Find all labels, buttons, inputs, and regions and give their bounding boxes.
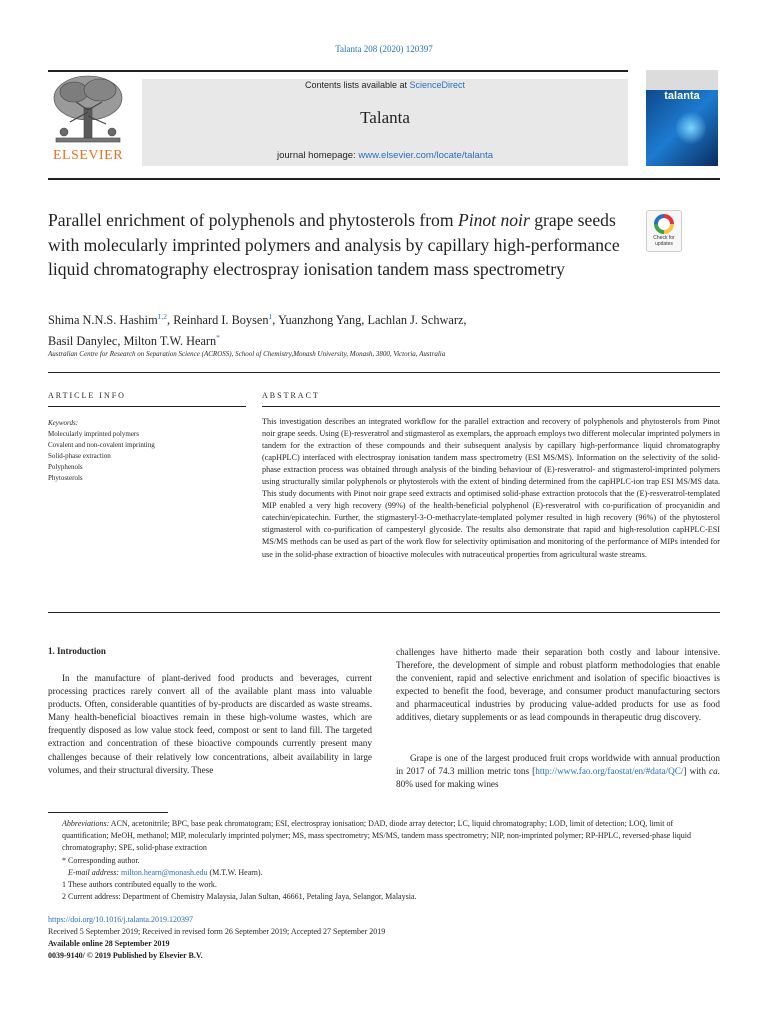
article-title	[48, 208, 644, 282]
author-affil-ref[interactable]: 1,2	[157, 312, 168, 321]
masthead-rule	[48, 178, 720, 180]
intro-paragraph-1-continued: challenges have hitherto made their separation both costly and labour intensive. Therefore, the development of simple and robust platform methodologies that enable the convenient, rapid and selective enrichment and isolation of specific bioactives is expected to benefit the food, beverage, and consumer product manufacturing sectors and pharmaceutical industries by producing value-added products for use as food additives, dietary supplements or as lead compounds in therapeutic drug discovery.	[396, 647, 720, 723]
copyright: 0039-9140/ © 2019 Published by Elsevier B.V.	[48, 951, 203, 960]
title-part-1: Parallel enrichment of polyphenols and phytosterols from	[48, 210, 458, 230]
footnote-rule	[48, 812, 168, 813]
email-suffix: (M.T.W. Hearn).	[207, 867, 263, 877]
crossmark-icon-center	[658, 218, 670, 230]
article-footer	[48, 914, 720, 962]
header-rule	[48, 70, 628, 72]
keyword-item: Solid-phase extraction	[48, 452, 111, 460]
available-online: Available online 28 September 2019	[48, 939, 170, 948]
title-italic: Pinot noir	[457, 210, 530, 230]
homepage-link[interactable]: www.elsevier.com/locate/talanta	[358, 150, 493, 161]
homepage-prefix: journal homepage:	[277, 150, 359, 161]
journal-homepage	[142, 150, 628, 161]
intro-paragraph-2	[396, 752, 720, 791]
journal-name: Talanta	[360, 108, 410, 127]
author-separator: ,	[117, 334, 124, 349]
corresponding-author-mark[interactable]: *	[216, 333, 220, 343]
email-label: E-mail address:	[68, 867, 120, 877]
keyword-item: Covalent and non-covalent imprinting	[48, 441, 155, 449]
author-name[interactable]: Reinhard I. Boysen	[173, 313, 269, 328]
keyword-item: Polyphenols	[48, 463, 83, 471]
intro-p2-italic: ca.	[709, 766, 720, 777]
author-list	[48, 308, 648, 350]
cover-title: talanta	[664, 90, 700, 102]
article-info-rule	[48, 372, 720, 373]
doi-link[interactable]: https://doi.org/10.1016/j.talanta.2019.120397	[48, 915, 193, 924]
title-part-2: grape seeds with molecularly imprinted polymers and analysis by capillary high-performance liquid chromatography electrospray ionisation tandem mass spectrometry	[48, 210, 620, 279]
journal-cover-thumbnail[interactable]	[646, 70, 718, 166]
contents-line	[142, 80, 628, 90]
footnote-2: 2 Current address: Department of Chemistry Malaysia, Jalan Sultan, 46661, Petaling Jaya, Selangor, Malaysia.	[62, 892, 417, 902]
intro-p2-text: ] with	[683, 766, 710, 777]
email-note	[48, 867, 720, 879]
author-email-link[interactable]: milton.hearn@monash.edu	[121, 867, 208, 877]
fao-link[interactable]: http://www.fao.org/faostat/en/#data/QC/	[535, 766, 684, 777]
sciencedirect-link[interactable]: ScienceDirect	[409, 80, 466, 90]
received-dates: Received 5 September 2019; Received in revised form 26 September 2019; Accepted 27 September 2019	[48, 927, 386, 936]
cover-header-strip	[646, 70, 718, 90]
keywords-block	[48, 418, 248, 484]
corresponding-note: * Corresponding author.	[62, 855, 140, 865]
intro-p2-text: Grape is one of the largest produced fruit crops worldwide with annual production in 2017 of 74.3 million metric tons [	[396, 753, 720, 777]
abbreviations-label: Abbreviations:	[62, 819, 110, 828]
footnotes	[48, 818, 720, 903]
elsevier-wordmark: ELSEVIER	[52, 148, 124, 163]
journal-citation[interactable]: Talanta 208 (2020) 120397	[335, 44, 433, 54]
abstract-subrule	[262, 406, 720, 407]
abstract-heading: ABSTRACT	[262, 391, 320, 400]
footnote-1: 1 These authors contributed equally to the work.	[62, 880, 217, 890]
author-name[interactable]: Lachlan J. Schwarz	[367, 313, 464, 328]
author-separator: ,	[167, 313, 174, 328]
intro-paragraph-1: In the manufacture of plant-derived food products and beverages, current processing practices rarely convert all of the available plant mass into valuable products. Often, considerable quantities of by-products are discarded as waste streams. Many health-beneficial bioactives remain in these high-volume wastes, which are frequently disposed as low value stock feed, compost or sent to land fill. The targeted extraction and concentration of these bioactive compounds currently present many challenges because of their relatively low concentrations, albeit availability in large volumes, and their structural diversity. These	[48, 673, 372, 775]
article-info-heading: ARTICLE INFO	[48, 391, 126, 400]
author-name[interactable]: Milton T.W. Hearn	[123, 334, 217, 349]
affiliation: Australian Centre for Research on Separation Science (ACROSS), School of Chemistry,Monash University, Monash, 3800, Victoria, Australia	[48, 350, 446, 358]
check-for-updates-badge[interactable]	[646, 210, 682, 252]
author-affil-ref[interactable]: 1	[268, 312, 273, 321]
section-heading-introduction: 1. Introduction	[48, 646, 106, 656]
keywords-label: Keywords:	[48, 419, 79, 427]
intro-p2-text: 80% used for making wines	[396, 779, 499, 790]
abbreviations-note	[48, 818, 720, 855]
author-separator: ,	[463, 313, 467, 328]
author-name[interactable]: Yuanzhong Yang	[277, 313, 362, 328]
abstract-text: This investigation describes an integrated workflow for the parallel extraction and recovery of polyphenols and phytosterols from Pinot noir grape seeds. Using (E)-resveratrol and stigmasterol as exemplars, the approach employs two different molecular imprinted polymers in tandem for the extraction of these compounds and their subsequent analysis by capillary high-performance liquid chromatography (capHPLC) interfaced with electrospray ionisation tandem mass spectrometry (ESI MS/MS). Information on the selectivity of the solid-phase extraction process was obtained through analysis of the binding behaviour of (E)-resveratrol- and stigmasterol-imprinted polymers using structurally similar polyphenols or phytosterols with the extent of binding determined from the capHPLC-ion trap ESI MS/MS data. This study documents with Pinot noir grape seed extracts and optimised solid-phase extraction protocols that the (E)-resveratrol-templated MIP enabled a very high recovery (99%) of the health-beneficial polyphenol (E)-resveratrol with co-purification of procyanidin and catechin/epicatechin. Further, the stigmasteryl-3-O-methacrylate-templated polymer resulted in high recovery (96%) of the phytosterol stigmasterol with co-purification of campesteryl glycoside. The results also demonstrate that rapid and high-resolution capHPLC-ESI MS/MS methods can be used as part of the work flow for selectivity optimisation and monitoring of the performance of MIPs intended for use in the solid-phase extraction of bioactive molecules with nutraceutical properties from agricultural waste streams.	[262, 417, 720, 559]
author-name[interactable]: Shima N.N.S. Hashim	[48, 313, 158, 328]
author-separator: ,	[272, 313, 278, 328]
article-info-subrule	[48, 406, 246, 407]
author-name[interactable]: Basil Danylec	[48, 334, 118, 349]
keyword-item: Phytosterols	[48, 474, 83, 482]
crossmark-label: Check for updates	[653, 235, 675, 247]
author-separator: ,	[361, 313, 368, 328]
cover-artwork	[676, 110, 706, 146]
abbreviations-text: ACN, acetonitrile; BPC, base peak chromatogram; ESI, electrospray ionisation; DAD, diode array detector; LC, liquid chromatography; LOD, limit of detection; LOQ, limit of quantification; MeOH, methanol; MIP, molecularly imprinted polymer; MS, mass spectrometry; MS/MS, tandem mass spectrometry; NIP, non-imprinted polymer; RP-HPLC, reversed-phase liquid chromatography; SPE, solid-phase extraction	[62, 819, 692, 853]
abstract-bottom-rule	[48, 612, 720, 613]
keyword-item: Molecularly imprinted polymers	[48, 430, 139, 438]
contents-prefix: Contents lists available at	[304, 80, 410, 90]
